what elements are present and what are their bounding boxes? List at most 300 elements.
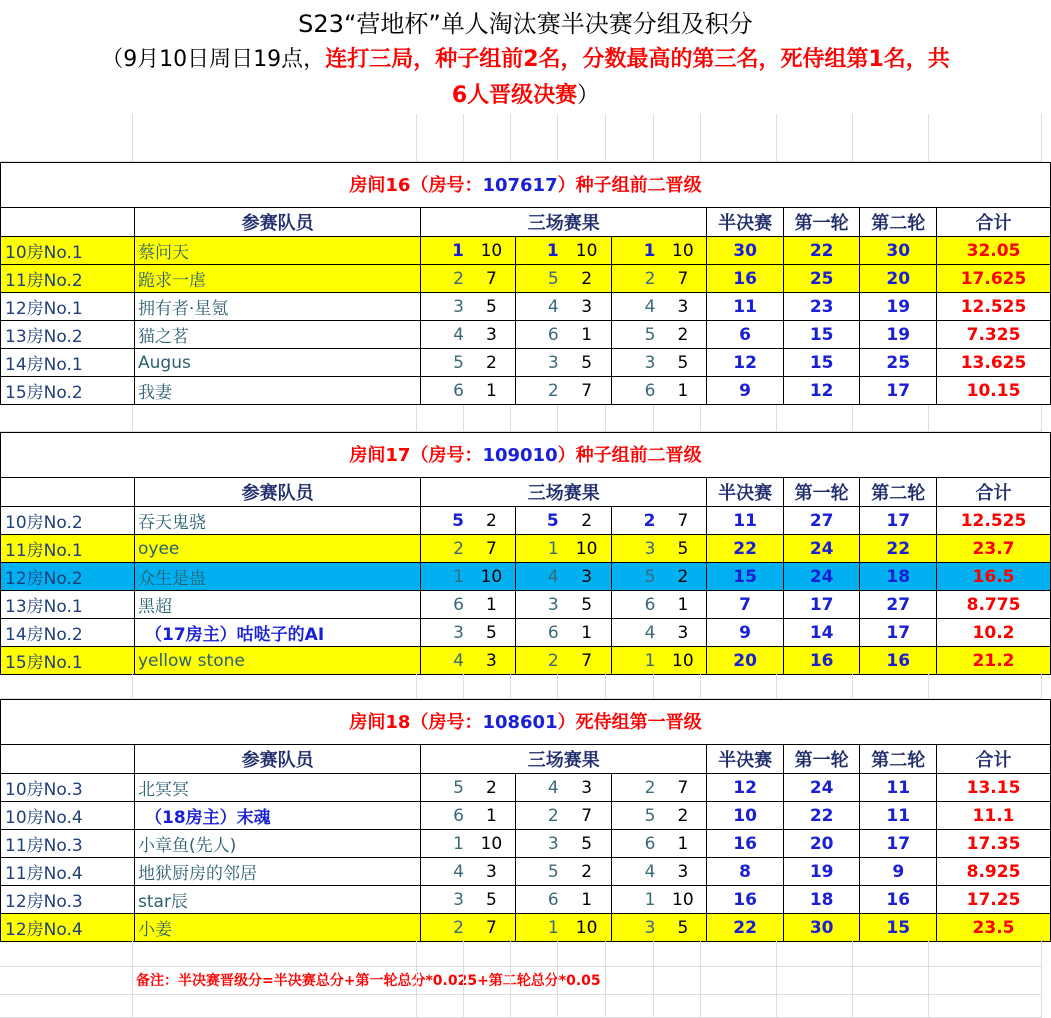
game-points: 10 [659, 886, 706, 914]
game-rank: 4 [611, 619, 659, 647]
game-points: 5 [659, 914, 706, 942]
round1-score: 17 [783, 591, 860, 619]
semi-score: 20 [707, 647, 784, 675]
player-name: 我妻 [135, 377, 421, 405]
empty-grid-cell [654, 114, 701, 162]
game-rank: 1 [421, 563, 468, 591]
game-rank: 2 [421, 914, 468, 942]
empty-grid-cell [417, 940, 464, 967]
game-rank: 5 [611, 321, 659, 349]
empty-grid-cell [558, 405, 606, 432]
round1-score: 23 [783, 293, 860, 321]
empty-grid-cell [417, 995, 464, 1018]
empty-grid-cell [133, 672, 417, 699]
game-rank: 6 [611, 591, 659, 619]
room-slot: 10房No.4 [1, 802, 135, 830]
game-rank: 2 [421, 535, 468, 563]
room-slot: 14房No.2 [1, 619, 135, 647]
player-name: 小章鱼(先人) [135, 830, 421, 858]
empty-grid-cell [0, 967, 133, 995]
player-name: （17房主）咕哒子的AI [135, 619, 421, 647]
room-slot: 12房No.1 [1, 293, 135, 321]
game-points: 2 [563, 265, 611, 293]
total-score: 23.7 [937, 535, 1051, 563]
round1-score: 20 [783, 830, 860, 858]
title-line-2-rules: 连打三局，种子组前2名，分数最高的第三名，死侍组第1名，共 [325, 47, 950, 72]
group-title [0, 432, 1051, 478]
game-rank: 6 [421, 591, 468, 619]
header-results: 三场赛果 [421, 745, 707, 774]
room-slot: 11房No.4 [1, 858, 135, 886]
page-title: S23“营地杯”单人淘汰赛半决赛分组及积分 [298, 10, 753, 38]
empty-grid-cell [777, 995, 853, 1018]
title-line-3 [0, 78, 1051, 109]
game-points: 7 [563, 802, 611, 830]
empty-grid-cell [606, 940, 654, 967]
game-points: 7 [468, 535, 515, 563]
game-rank: 5 [515, 858, 562, 886]
table-header-row [1, 745, 1051, 774]
game-points: 3 [659, 619, 706, 647]
empty-grid-cell [853, 995, 929, 1018]
empty-grid-row [0, 672, 1051, 699]
game-points: 1 [659, 377, 706, 405]
game-points: 3 [563, 293, 611, 321]
results-table [0, 207, 1051, 405]
empty-grid-cell [777, 672, 853, 699]
game-points: 5 [563, 349, 611, 377]
round2-score: 16 [860, 886, 937, 914]
empty-grid-cell [929, 940, 1042, 967]
game-rank: 3 [611, 349, 659, 377]
game-rank: 1 [421, 237, 468, 265]
total-score: 16.5 [937, 563, 1051, 591]
empty-grid-cell [0, 995, 133, 1018]
round1-score: 24 [783, 774, 860, 802]
game-points: 1 [563, 619, 611, 647]
empty-grid-cell [929, 114, 1042, 162]
empty-grid-cell [606, 967, 654, 995]
round1-score: 18 [783, 886, 860, 914]
game-rank: 2 [611, 265, 659, 293]
round2-score: 19 [860, 321, 937, 349]
group-title-prefix: 房间18（房号： [349, 712, 483, 733]
semi-score: 7 [707, 591, 784, 619]
header-room-cell [1, 745, 135, 774]
table-row [1, 591, 1051, 619]
round2-score: 27 [860, 591, 937, 619]
game-rank: 4 [515, 563, 562, 591]
semi-score: 22 [707, 535, 784, 563]
game-rank: 1 [515, 914, 562, 942]
semi-score: 16 [707, 265, 784, 293]
empty-grid-cell [0, 940, 133, 967]
game-rank: 3 [611, 535, 659, 563]
total-score: 17.625 [937, 265, 1051, 293]
game-rank: 4 [421, 321, 468, 349]
game-rank: 2 [421, 265, 468, 293]
table-row [1, 619, 1051, 647]
empty-grid-cell [853, 940, 929, 967]
room-slot: 10房No.2 [1, 507, 135, 535]
game-rank: 6 [611, 830, 659, 858]
game-rank: 6 [515, 886, 562, 914]
player-name: Augus [135, 349, 421, 377]
room-number: 108601 [482, 712, 558, 733]
semi-score: 16 [707, 886, 784, 914]
empty-grid-cell [0, 672, 133, 699]
room-slot: 12房No.3 [1, 886, 135, 914]
empty-grid-cell [0, 114, 133, 162]
total-score: 8.775 [937, 591, 1051, 619]
group-title-suffix: ）种子组前二晋级 [557, 175, 702, 196]
game-rank: 2 [515, 647, 562, 675]
game-points: 10 [468, 830, 515, 858]
footnote: 备注：半决赛晋级分=半决赛总分+第一轮总分*0.025+第二轮总分*0.05 [136, 973, 601, 989]
room-slot: 15房No.2 [1, 377, 135, 405]
game-points: 1 [659, 591, 706, 619]
semi-score: 11 [707, 293, 784, 321]
game-points: 7 [563, 647, 611, 675]
empty-grid-cell [511, 114, 558, 162]
table-row [1, 321, 1051, 349]
header-players: 参赛队员 [135, 478, 421, 507]
round1-score: 19 [783, 858, 860, 886]
game-points: 10 [659, 647, 706, 675]
empty-grid-cell [417, 405, 464, 432]
table-row [1, 265, 1051, 293]
header-round1: 第一轮 [783, 745, 860, 774]
round1-score: 27 [783, 507, 860, 535]
empty-grid-cell [464, 114, 511, 162]
empty-grid-cell [701, 940, 777, 967]
empty-grid-cell [701, 995, 777, 1018]
game-points: 7 [468, 914, 515, 942]
empty-grid-cell [929, 672, 1042, 699]
sheet-title-area [0, 0, 1051, 114]
total-score: 32.05 [937, 237, 1051, 265]
game-points: 10 [468, 237, 515, 265]
empty-grid-cell [464, 940, 511, 967]
game-rank: 3 [421, 886, 468, 914]
game-points: 7 [563, 377, 611, 405]
round2-score: 17 [860, 507, 937, 535]
game-rank: 4 [611, 293, 659, 321]
round2-score: 11 [860, 802, 937, 830]
game-rank: 1 [421, 830, 468, 858]
semi-score: 16 [707, 830, 784, 858]
game-points: 3 [468, 647, 515, 675]
game-points: 10 [563, 535, 611, 563]
round2-score: 17 [860, 619, 937, 647]
game-points: 3 [659, 858, 706, 886]
game-rank: 6 [421, 377, 468, 405]
table-row [1, 507, 1051, 535]
room-slot: 11房No.2 [1, 265, 135, 293]
header-round1: 第一轮 [783, 478, 860, 507]
round2-score: 20 [860, 265, 937, 293]
empty-grid-cell [558, 995, 606, 1018]
game-points: 5 [563, 591, 611, 619]
round1-score: 22 [783, 802, 860, 830]
table-row [1, 563, 1051, 591]
table-row [1, 293, 1051, 321]
table-row [1, 237, 1051, 265]
game-rank: 5 [515, 507, 562, 535]
game-rank: 3 [515, 349, 562, 377]
game-rank: 5 [421, 349, 468, 377]
round1-score: 24 [783, 535, 860, 563]
empty-grid-row [0, 940, 1051, 967]
empty-grid-cell [606, 672, 654, 699]
game-rank: 4 [515, 293, 562, 321]
total-score: 21.2 [937, 647, 1051, 675]
game-points: 2 [468, 349, 515, 377]
empty-grid-cell [133, 967, 417, 995]
empty-grid-cell [417, 114, 464, 162]
empty-grid-cell [511, 405, 558, 432]
table-header-row [1, 208, 1051, 237]
round1-score: 22 [783, 237, 860, 265]
room-slot: 10房No.1 [1, 237, 135, 265]
round2-score: 9 [860, 858, 937, 886]
header-semi: 半决赛 [707, 745, 784, 774]
semi-score: 15 [707, 563, 784, 591]
empty-grid-cell [464, 995, 511, 1018]
game-rank: 3 [421, 293, 468, 321]
header-players: 参赛队员 [135, 208, 421, 237]
empty-grid-cell [654, 672, 701, 699]
total-score: 10.15 [937, 377, 1051, 405]
empty-grid-cell [464, 405, 511, 432]
round1-score: 14 [783, 619, 860, 647]
group-title [0, 162, 1051, 208]
room-slot: 10房No.3 [1, 774, 135, 802]
header-total: 合计 [937, 745, 1051, 774]
empty-grid-cell [654, 940, 701, 967]
game-points: 3 [468, 858, 515, 886]
title-line-2 [0, 42, 1051, 73]
game-rank: 5 [515, 265, 562, 293]
game-rank: 3 [421, 619, 468, 647]
empty-grid-cell [133, 995, 417, 1018]
empty-grid-cell [0, 405, 133, 432]
game-rank: 2 [515, 377, 562, 405]
room-slot: 15房No.1 [1, 647, 135, 675]
game-points: 1 [563, 321, 611, 349]
game-points: 3 [563, 563, 611, 591]
empty-grid-cell [654, 995, 701, 1018]
empty-grid-cell [558, 967, 606, 995]
player-name: 吞天鬼骁 [135, 507, 421, 535]
table-row [1, 802, 1051, 830]
round1-score: 15 [783, 321, 860, 349]
empty-grid-cell [606, 114, 654, 162]
game-rank: 1 [515, 237, 562, 265]
round2-score: 17 [860, 830, 937, 858]
game-rank: 6 [515, 321, 562, 349]
empty-grid-cell [701, 405, 777, 432]
game-rank: 3 [611, 914, 659, 942]
game-points: 2 [659, 563, 706, 591]
game-points: 5 [468, 293, 515, 321]
round1-score: 25 [783, 265, 860, 293]
group-title [0, 699, 1051, 745]
semi-score: 30 [707, 237, 784, 265]
total-score: 23.5 [937, 914, 1051, 942]
header-semi: 半决赛 [707, 208, 784, 237]
semi-score: 10 [707, 802, 784, 830]
table-row [1, 377, 1051, 405]
game-points: 7 [468, 265, 515, 293]
results-table [0, 744, 1051, 942]
player-name: （18房主）末魂 [135, 802, 421, 830]
game-points: 10 [468, 563, 515, 591]
room-slot: 13房No.2 [1, 321, 135, 349]
game-points: 3 [563, 774, 611, 802]
round2-score: 18 [860, 563, 937, 591]
empty-grid-cell [606, 405, 654, 432]
game-points: 2 [468, 507, 515, 535]
empty-grid-cell [558, 114, 606, 162]
game-rank: 2 [611, 507, 659, 535]
empty-grid-cell [777, 967, 853, 995]
game-rank: 5 [421, 774, 468, 802]
round1-score: 30 [783, 914, 860, 942]
player-name: 地狱厨房的邻居 [135, 858, 421, 886]
round2-score: 11 [860, 774, 937, 802]
total-score: 11.1 [937, 802, 1051, 830]
empty-grid-cell [777, 114, 853, 162]
empty-grid-cell [853, 967, 929, 995]
round2-score: 22 [860, 535, 937, 563]
title-line-3-rules: 6人晋级决赛 [451, 83, 578, 108]
game-rank: 4 [611, 858, 659, 886]
table-row [1, 830, 1051, 858]
total-score: 10.2 [937, 619, 1051, 647]
game-points: 7 [659, 507, 706, 535]
game-rank: 6 [611, 377, 659, 405]
round2-score: 15 [860, 914, 937, 942]
empty-grid-cell [777, 940, 853, 967]
game-rank: 6 [421, 802, 468, 830]
header-results: 三场赛果 [421, 208, 707, 237]
empty-grid-cell [133, 940, 417, 967]
game-rank: 1 [611, 886, 659, 914]
game-points: 10 [563, 237, 611, 265]
game-points: 2 [563, 858, 611, 886]
group-title-suffix: ）种子组前二晋级 [557, 445, 702, 466]
room-slot: 14房No.1 [1, 349, 135, 377]
total-score: 12.525 [937, 293, 1051, 321]
title-line-2-prefix: （9月10日周日19点， [101, 47, 326, 72]
room-slot: 11房No.3 [1, 830, 135, 858]
round2-score: 25 [860, 349, 937, 377]
player-name: oyee [135, 535, 421, 563]
semi-score: 6 [707, 321, 784, 349]
room-slot: 12房No.2 [1, 563, 135, 591]
header-room-cell [1, 478, 135, 507]
total-score: 17.25 [937, 886, 1051, 914]
room-slot: 12房No.4 [1, 914, 135, 942]
total-score: 8.925 [937, 858, 1051, 886]
table-row [1, 886, 1051, 914]
round1-score: 24 [783, 563, 860, 591]
title-line-3-suffix: ） [577, 83, 600, 108]
table-row [1, 914, 1051, 942]
group-title-prefix: 房间16（房号： [349, 175, 483, 196]
empty-grid-cell [511, 967, 558, 995]
semi-score: 8 [707, 858, 784, 886]
semi-score: 11 [707, 507, 784, 535]
empty-grid-cell [701, 672, 777, 699]
table-row [1, 858, 1051, 886]
game-rank: 4 [421, 858, 468, 886]
game-points: 5 [563, 830, 611, 858]
empty-grid-cell [511, 940, 558, 967]
game-rank: 5 [611, 802, 659, 830]
empty-grid-cell [929, 995, 1042, 1018]
total-score: 13.15 [937, 774, 1051, 802]
table-row [1, 349, 1051, 377]
empty-grid-row [0, 114, 1051, 162]
empty-grid-cell [701, 967, 777, 995]
empty-grid-cell [133, 114, 417, 162]
round2-score: 16 [860, 647, 937, 675]
header-round1: 第一轮 [783, 208, 860, 237]
game-rank: 3 [515, 591, 562, 619]
empty-grid-row [0, 967, 1051, 995]
empty-grid-cell [511, 995, 558, 1018]
game-points: 1 [468, 802, 515, 830]
game-points: 10 [563, 914, 611, 942]
empty-grid-cell [777, 405, 853, 432]
empty-grid-row [0, 405, 1051, 432]
total-score: 13.625 [937, 349, 1051, 377]
game-rank: 4 [515, 774, 562, 802]
empty-grid-cell [511, 672, 558, 699]
game-points: 1 [563, 886, 611, 914]
game-rank: 4 [421, 647, 468, 675]
player-name: 蔡问天 [135, 237, 421, 265]
game-rank: 5 [421, 507, 468, 535]
header-round2: 第二轮 [860, 208, 937, 237]
round2-score: 17 [860, 377, 937, 405]
table-header-row [1, 478, 1051, 507]
game-points: 5 [468, 619, 515, 647]
game-rank: 6 [515, 619, 562, 647]
player-name: star辰 [135, 886, 421, 914]
game-points: 5 [659, 349, 706, 377]
group-title-prefix: 房间17（房号： [349, 445, 483, 466]
header-total: 合计 [937, 478, 1051, 507]
header-room-cell [1, 208, 135, 237]
game-points: 2 [563, 507, 611, 535]
semi-score: 12 [707, 774, 784, 802]
empty-grid-cell [464, 672, 511, 699]
empty-grid-cell [929, 405, 1042, 432]
player-name: 跪求一虐 [135, 265, 421, 293]
player-name: 小姜 [135, 914, 421, 942]
game-points: 10 [659, 237, 706, 265]
header-results: 三场赛果 [421, 478, 707, 507]
empty-grid-cell [558, 672, 606, 699]
header-semi: 半决赛 [707, 478, 784, 507]
semi-score: 9 [707, 619, 784, 647]
game-rank: 2 [611, 774, 659, 802]
game-rank: 1 [611, 237, 659, 265]
empty-grid-cell [654, 405, 701, 432]
